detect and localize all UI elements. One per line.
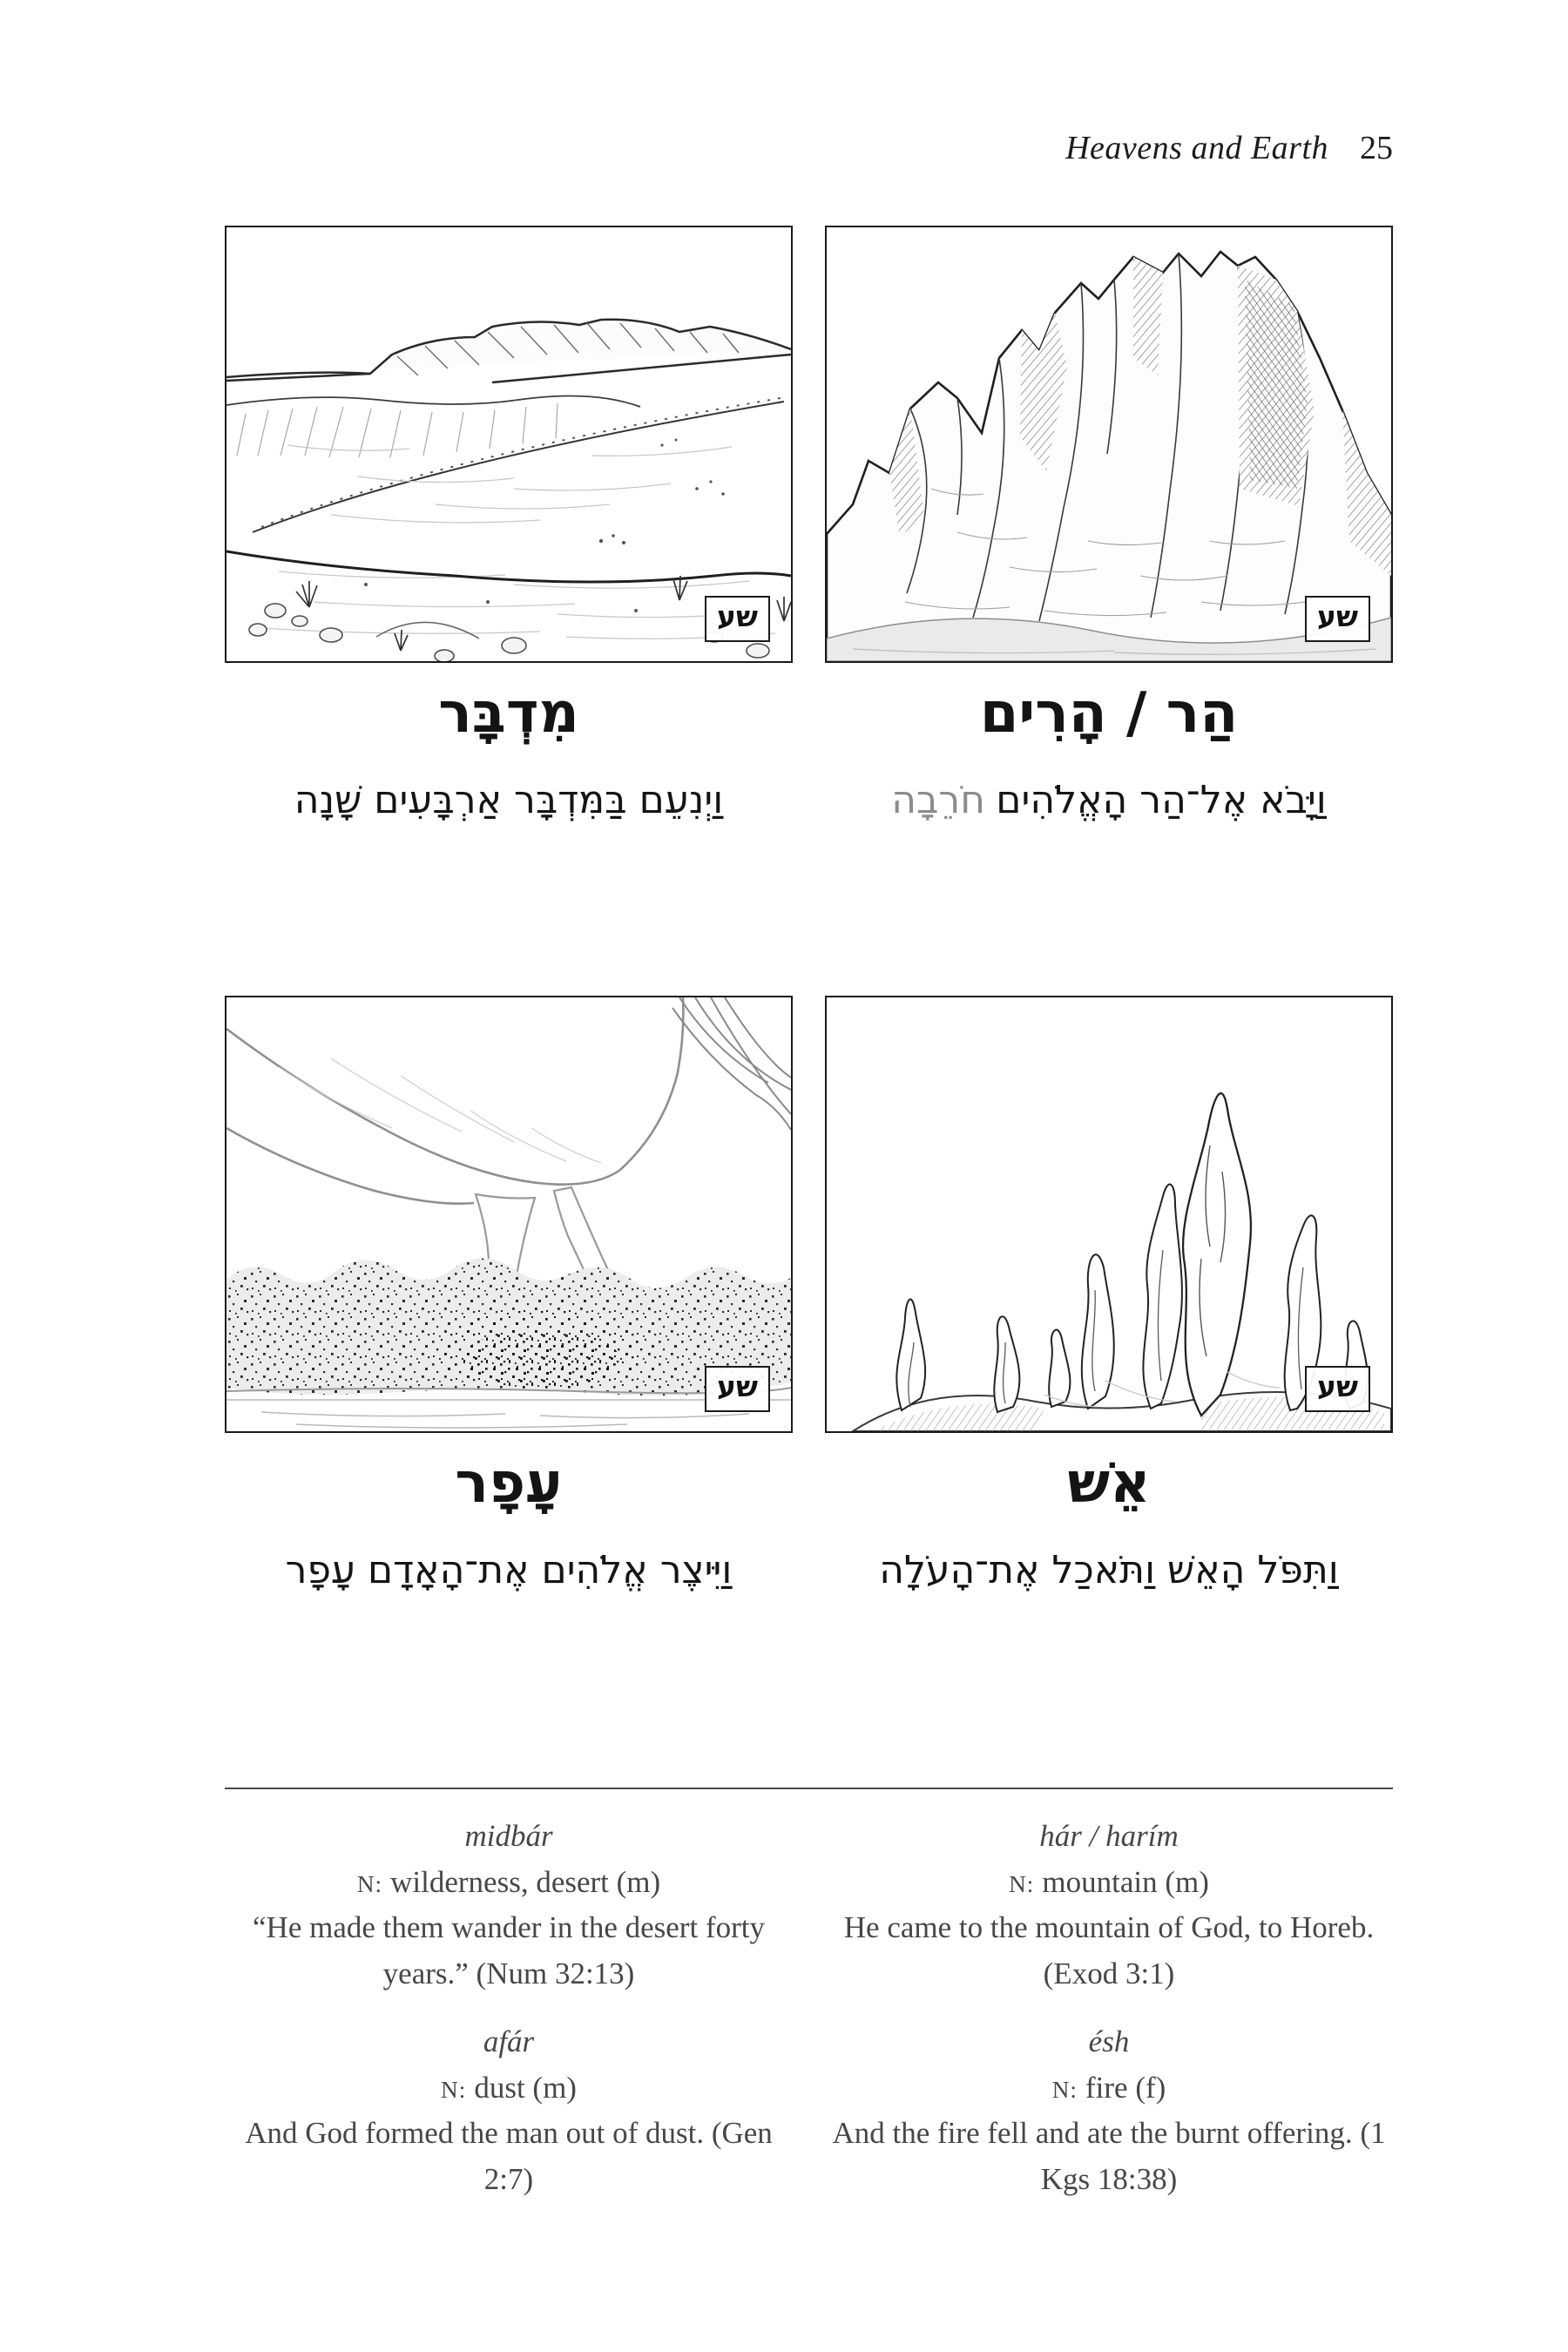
running-head-title: Heavens and Earth (1065, 130, 1328, 166)
artist-signature: שע (716, 599, 758, 634)
caption-midbar (225, 678, 793, 828)
artist-signature-box (1305, 596, 1370, 642)
hebrew-example-esh (825, 1543, 1393, 1598)
part-of-speech-label: N: (1009, 1870, 1035, 1897)
example-text: וַתִּפֹּל הָאֵשׁ וַתֹּאכַל אֶת־הָעֹלָה (879, 1548, 1339, 1593)
definition-line (825, 1860, 1393, 1906)
part-of-speech-label: N: (441, 2076, 467, 2103)
hebrew-headword-afar: עָפָר (455, 1451, 563, 1516)
glossary-entry-midbar (225, 1814, 793, 1997)
artist-signature: שע (1316, 599, 1358, 634)
glossary-entry-har (825, 1814, 1393, 1997)
verse-translation: He came to the mountain of God, to Horeb. (Exod 3:1) (843, 1910, 1375, 1990)
transliteration: midbár (464, 1819, 553, 1853)
dust-panel (225, 996, 793, 1433)
captions-row-1 (225, 678, 1393, 828)
caption-har (825, 678, 1393, 828)
artist-signature: שע (1316, 1369, 1358, 1404)
example-text: וַיְנִעֵם בַּמִּדְבָּר אַרְבָּעִים שָׁנָה (294, 778, 724, 823)
hebrew-headword-har: הַר / הָרִים (979, 681, 1239, 746)
example-gray-text: חֹרֵבָה (891, 778, 985, 823)
verse-translation: “He made them wander in the desert forty years.” (Num 32:13) (253, 1910, 765, 1990)
mountain-panel (825, 226, 1393, 663)
caption-esh (825, 1448, 1393, 1598)
glossary-row-2 (225, 2019, 1393, 2202)
glossary-row-1 (225, 1814, 1393, 1997)
fire-panel (825, 996, 1393, 1433)
example-text: וַיִּיצֶר אֱלֹהִים אֶת־הָאָדָם עָפָר (285, 1548, 733, 1593)
glossary-divider-line (225, 1788, 1393, 1789)
glossary-entry-esh (825, 2019, 1393, 2202)
hebrew-headword-esh: אֵשׁ (1067, 1451, 1151, 1516)
panels-row-1 (225, 226, 1393, 663)
hebrew-headword-midbar: מִדְבָּר (438, 681, 579, 746)
artist-signature-box (705, 596, 770, 642)
transliteration: ésh (1088, 2024, 1130, 2058)
part-of-speech-label: N: (1051, 2076, 1078, 2103)
gloss-text: fire (f) (1085, 2070, 1166, 2105)
definition-line (825, 2065, 1393, 2112)
definition-line (225, 2065, 793, 2112)
captions-row-2 (225, 1448, 1393, 1598)
hebrew-example-har (825, 773, 1393, 828)
transliteration: afár (483, 2024, 535, 2058)
example-text: וַיָּבֹא אֶל־הַר הָאֱלֹהִים (996, 778, 1327, 823)
artist-signature: שע (716, 1369, 758, 1404)
panels-row-2 (225, 996, 1393, 1433)
part-of-speech-label: N: (356, 1870, 383, 1897)
gloss-text: mountain (m) (1042, 1864, 1209, 1899)
glossary-entry-afar (225, 2019, 793, 2202)
verse-translation: And God formed the man out of dust. (Gen 2:7) (245, 2116, 773, 2196)
hebrew-example-midbar (225, 773, 793, 828)
caption-afar (225, 1448, 793, 1598)
desert-panel (225, 226, 793, 663)
artist-signature-box (705, 1366, 770, 1412)
artist-signature-box (1305, 1366, 1370, 1412)
definition-line (225, 1860, 793, 1906)
gloss-text: wilderness, desert (m) (390, 1864, 661, 1899)
page-header (225, 131, 1393, 167)
hebrew-example-afar (225, 1543, 793, 1598)
transliteration: hár / harím (1039, 1819, 1179, 1853)
page-number: 25 (1360, 130, 1393, 166)
verse-translation: And the fire fell and ate the burnt offering. (1 Kgs 18:38) (832, 2116, 1386, 2196)
gloss-text: dust (m) (474, 2070, 577, 2105)
